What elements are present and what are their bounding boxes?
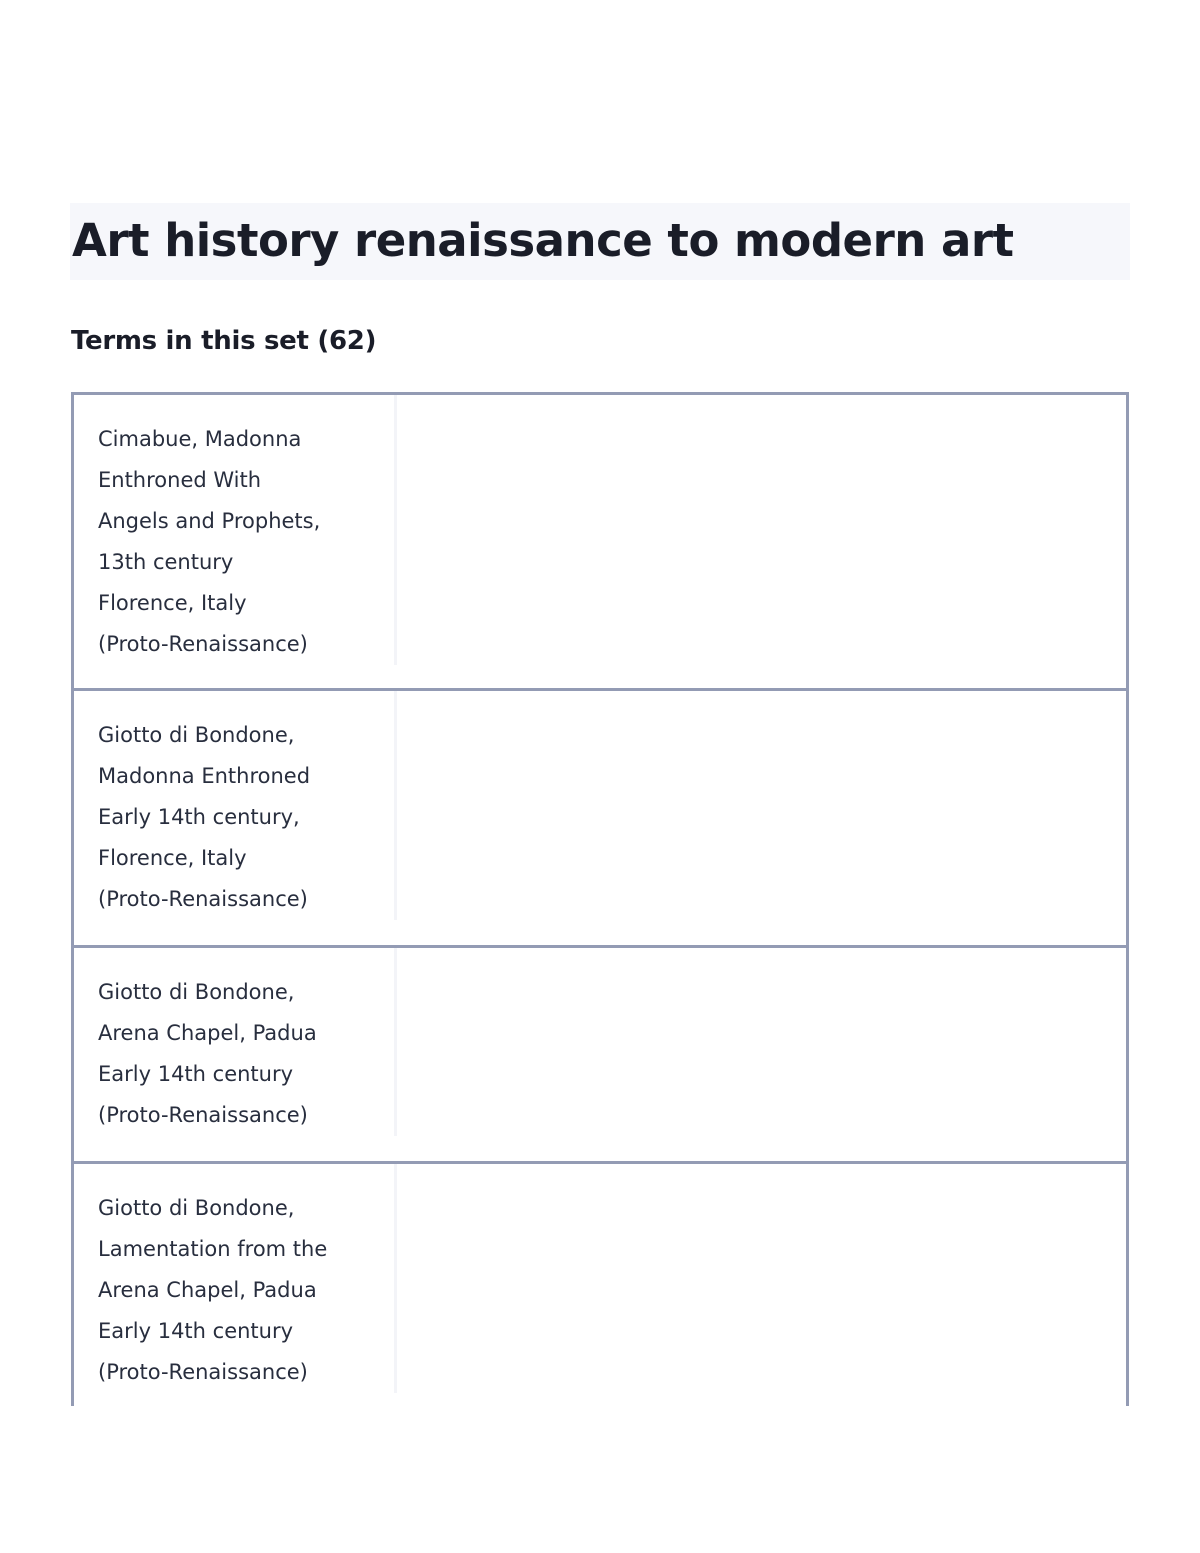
- card-term-text: Cimabue, Madonna Enthroned With Angels and Prophets, 13th century Florence, Italy (Proto-Renaissance): [74, 395, 397, 665]
- terms-count-heading: Terms in this set (62): [71, 326, 377, 356]
- card-term-text: Giotto di Bondone, Lamentation from the Arena Chapel, Padua Early 14th century (Proto-Renaissance): [74, 1164, 397, 1393]
- card-term-text: Giotto di Bondone, Madonna Enthroned Early 14th century, Florence, Italy (Proto-Renaissance): [74, 691, 397, 920]
- title-bar: [70, 203, 1130, 280]
- term-card-list: [71, 392, 1129, 1406]
- term-card: [71, 688, 1129, 948]
- card-term-text: Giotto di Bondone, Arena Chapel, Padua Early 14th century (Proto-Renaissance): [74, 948, 397, 1136]
- page-title: Art history renaissance to modern art: [72, 214, 1014, 267]
- term-card: [71, 945, 1129, 1164]
- term-card: [71, 1161, 1129, 1406]
- term-card: [71, 392, 1129, 691]
